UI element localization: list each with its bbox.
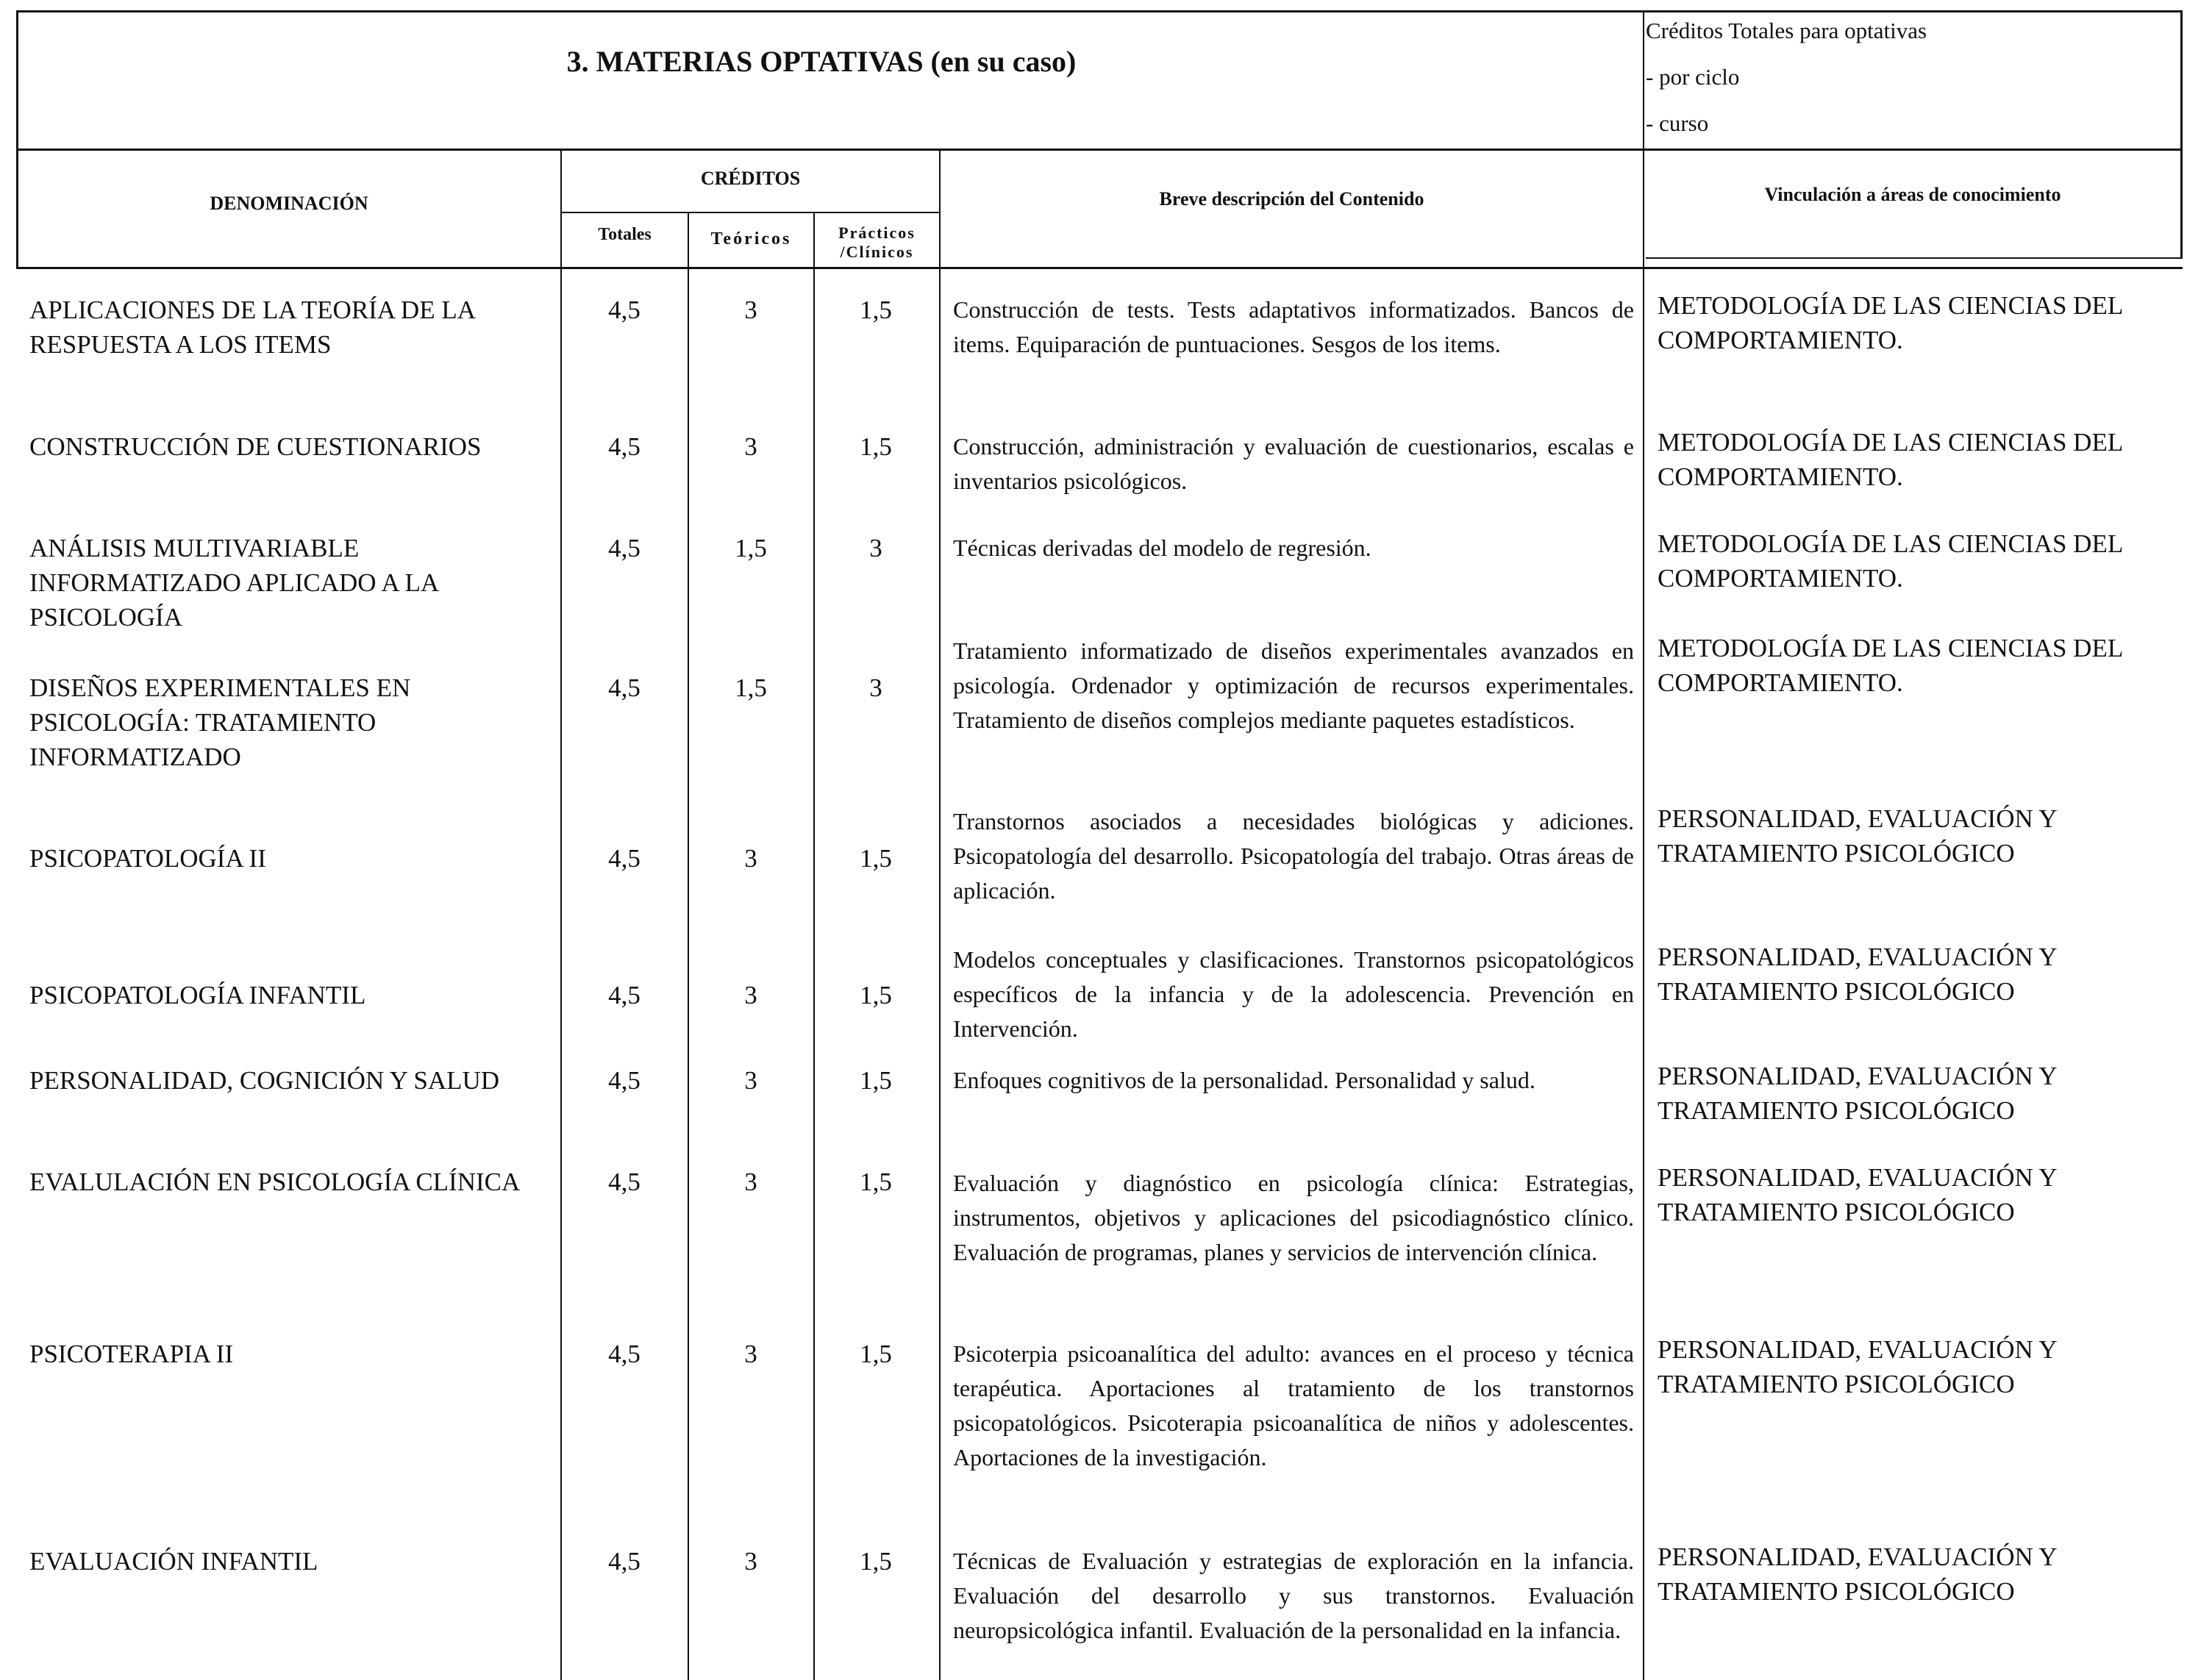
row-5-practicos: 1,5 xyxy=(860,844,892,873)
header-practicos: Prácticos /Clínicos xyxy=(838,224,916,261)
row-5-teoricos: 3 xyxy=(744,844,757,873)
row-3-teoricos: 1,5 xyxy=(735,534,767,562)
row-2-totales: 4,5 xyxy=(608,432,641,461)
row-2-teoricos: 3 xyxy=(744,432,757,461)
header-teoricos: Teóricos xyxy=(710,229,792,249)
right-border xyxy=(2180,10,2183,259)
row-2-descripcion: Construcción, administración y evaluación de cuestionarios, escalas e inventarios psicológicos. xyxy=(953,433,1634,494)
row-5-denominacion: PSICOPATOLOGÍA II xyxy=(29,844,266,873)
row-3-denominacion: ANÁLISIS MULTIVARIABLE INFORMATIZADO APLICADO A LA PSICOLOGÍA xyxy=(29,534,438,632)
creditos-totales-label: Créditos Totales para optativas xyxy=(1646,18,1927,43)
row-6-descripcion: Modelos conceptuales y clasificaciones. Transtornos psicopatológicos específicos de la infancia y de la adolescencia. Prevención en Intervención. xyxy=(953,946,1634,1042)
row-1-teoricos: 3 xyxy=(744,296,757,324)
por-ciclo-label: - por ciclo xyxy=(1646,64,1740,90)
row-7-practicos: 1,5 xyxy=(860,1066,892,1095)
row-7-descripcion: Enfoques cognitivos de la personalidad. Personalidad y salud. xyxy=(953,1067,1535,1093)
col-divider-creditos-left xyxy=(560,150,562,1680)
row-9-teoricos: 3 xyxy=(744,1340,757,1368)
row-7-totales: 4,5 xyxy=(608,1066,641,1095)
col-divider-totales xyxy=(688,212,689,1680)
row-5-totales: 4,5 xyxy=(608,844,641,873)
row-4-teoricos: 1,5 xyxy=(735,673,767,702)
row-7-teoricos: 3 xyxy=(744,1066,757,1095)
row-1-denominacion: APLICACIONES DE LA TEORÍA DE LA RESPUESTA A LOS ITEMS xyxy=(29,296,475,359)
row-3-totales: 4,5 xyxy=(608,534,641,562)
row-10-area: PERSONALIDAD, EVALUACIÓN Y TRATAMIENTO PSICOLÓGICO xyxy=(1658,1543,2057,1606)
row-3-practicos: 3 xyxy=(869,534,882,562)
row-3-descripcion: Técnicas derivadas del modelo de regresión. xyxy=(953,535,1371,561)
row-8-totales: 4,5 xyxy=(608,1168,641,1196)
header-creditos: CRÉDITOS xyxy=(700,168,801,189)
row-6-denominacion: PSICOPATOLOGÍA INFANTIL xyxy=(29,981,366,1009)
row-8-area: PERSONALIDAD, EVALUACIÓN Y TRATAMIENTO PSICOLÓGICO xyxy=(1658,1163,2057,1226)
row-9-denominacion: PSICOTERAPIA II xyxy=(29,1340,234,1368)
row-1-totales: 4,5 xyxy=(608,296,641,324)
vinculacion-divider xyxy=(1646,257,2183,259)
row-4-descripcion: Tratamiento informatizado de diseños experimentales avanzados en psicología. Ordenador y optimización de recursos experimentales. Tratamiento de diseños complejos mediante paquetes estadísticos. xyxy=(953,637,1634,733)
row-8-teoricos: 3 xyxy=(744,1168,757,1196)
row-3-area: METODOLOGÍA DE LAS CIENCIAS DEL COMPORTAMIENTO. xyxy=(1658,529,2122,593)
row-6-practicos: 1,5 xyxy=(860,981,892,1009)
row-4-denominacion: DISEÑOS EXPERIMENTALES EN PSICOLOGÍA: TRATAMIENTO INFORMATIZADO xyxy=(29,673,411,771)
header-vinculacion: Vinculación a áreas de conocimiento xyxy=(1764,184,2061,205)
col-divider-teoricos xyxy=(813,212,815,1680)
row-2-area: METODOLOGÍA DE LAS CIENCIAS DEL COMPORTAMIENTO. xyxy=(1658,428,2122,491)
row-10-teoricos: 3 xyxy=(744,1547,757,1576)
row-8-denominacion: EVALULACIÓN EN PSICOLOGÍA CLÍNICA xyxy=(29,1168,521,1196)
row-9-area: PERSONALIDAD, EVALUACIÓN Y TRATAMIENTO PSICOLÓGICO xyxy=(1658,1335,2057,1398)
row-10-practicos: 1,5 xyxy=(860,1547,892,1576)
row-10-descripcion: Técnicas de Evaluación y estrategias de exploración en la infancia. Evaluación del desarrollo y sus transtornos. Evaluación neuropsicológica infantil. Evaluación de la personalidad en la infancia. xyxy=(953,1548,1634,1643)
row-4-practicos: 3 xyxy=(869,673,882,702)
header-bottom-border xyxy=(16,267,2183,269)
row-9-totales: 4,5 xyxy=(608,1340,641,1368)
page-title: 3. MATERIAS OPTATIVAS (en su caso) xyxy=(566,45,1077,78)
subheader-divider xyxy=(560,212,940,213)
title-bottom-border xyxy=(16,149,2183,151)
row-1-area: METODOLOGÍA DE LAS CIENCIAS DEL COMPORTAMIENTO. xyxy=(1658,291,2122,354)
row-6-teoricos: 3 xyxy=(744,981,757,1009)
row-9-practicos: 1,5 xyxy=(860,1340,892,1368)
col-divider-descripcion xyxy=(939,150,941,1680)
row-2-practicos: 1,5 xyxy=(860,432,892,461)
row-10-denominacion: EVALUACIÓN INFANTIL xyxy=(29,1547,318,1576)
row-9-descripcion: Psicoterpia psicoanalítica del adulto: avances en el proceso y técnica terapéutica. Aportaciones al tratamiento de los transtornos psicopatológicos. Psicoterapia psicoanalítica de niños y adolescentes. Aportaciones de la investigación. xyxy=(953,1340,1634,1470)
row-7-area: PERSONALIDAD, EVALUACIÓN Y TRATAMIENTO PSICOLÓGICO xyxy=(1658,1062,2057,1125)
row-8-descripcion: Evaluación y diagnóstico en psicología clínica: Estrategias, instrumentos, objetivos y aplicaciones del psicodiagnóstico clínico. Evaluación de programas, planes y servicios de intervención clínica. xyxy=(953,1170,1634,1265)
row-7-denominacion: PERSONALIDAD, COGNICIÓN Y SALUD xyxy=(29,1066,500,1095)
row-1-descripcion: Construcción de tests. Tests adaptativos informatizados. Bancos de items. Equiparación de puntuaciones. Sesgos de los items. xyxy=(953,296,1634,357)
row-5-area: PERSONALIDAD, EVALUACIÓN Y TRATAMIENTO PSICOLÓGICO xyxy=(1658,804,2057,868)
row-5-descripcion: Transtornos asociados a necesidades biológicas y adiciones. Psicopatología del desarrollo. Psicopatología del trabajo. Otras áreas de aplicación. xyxy=(953,808,1634,904)
row-10-totales: 4,5 xyxy=(608,1547,641,1576)
row-4-totales: 4,5 xyxy=(608,673,641,702)
curso-label: - curso xyxy=(1646,110,1709,136)
col-divider-vinculacion xyxy=(1643,10,1644,1680)
header-totales: Totales xyxy=(598,225,652,244)
row-6-totales: 4,5 xyxy=(608,981,641,1009)
row-4-area: METODOLOGÍA DE LAS CIENCIAS DEL COMPORTAMIENTO. xyxy=(1658,634,2122,697)
creditos-totales-box xyxy=(1646,7,2161,146)
row-8-practicos: 1,5 xyxy=(860,1168,892,1196)
header-denominacion: DENOMINACIÓN xyxy=(210,193,368,214)
row-1-practicos: 1,5 xyxy=(860,296,892,324)
row-6-area: PERSONALIDAD, EVALUACIÓN Y TRATAMIENTO PSICOLÓGICO xyxy=(1658,943,2057,1006)
row-2-denominacion: CONSTRUCCIÓN DE CUESTIONARIOS xyxy=(29,432,482,461)
header-descripcion: Breve descripción del Contenido xyxy=(1159,188,1424,210)
